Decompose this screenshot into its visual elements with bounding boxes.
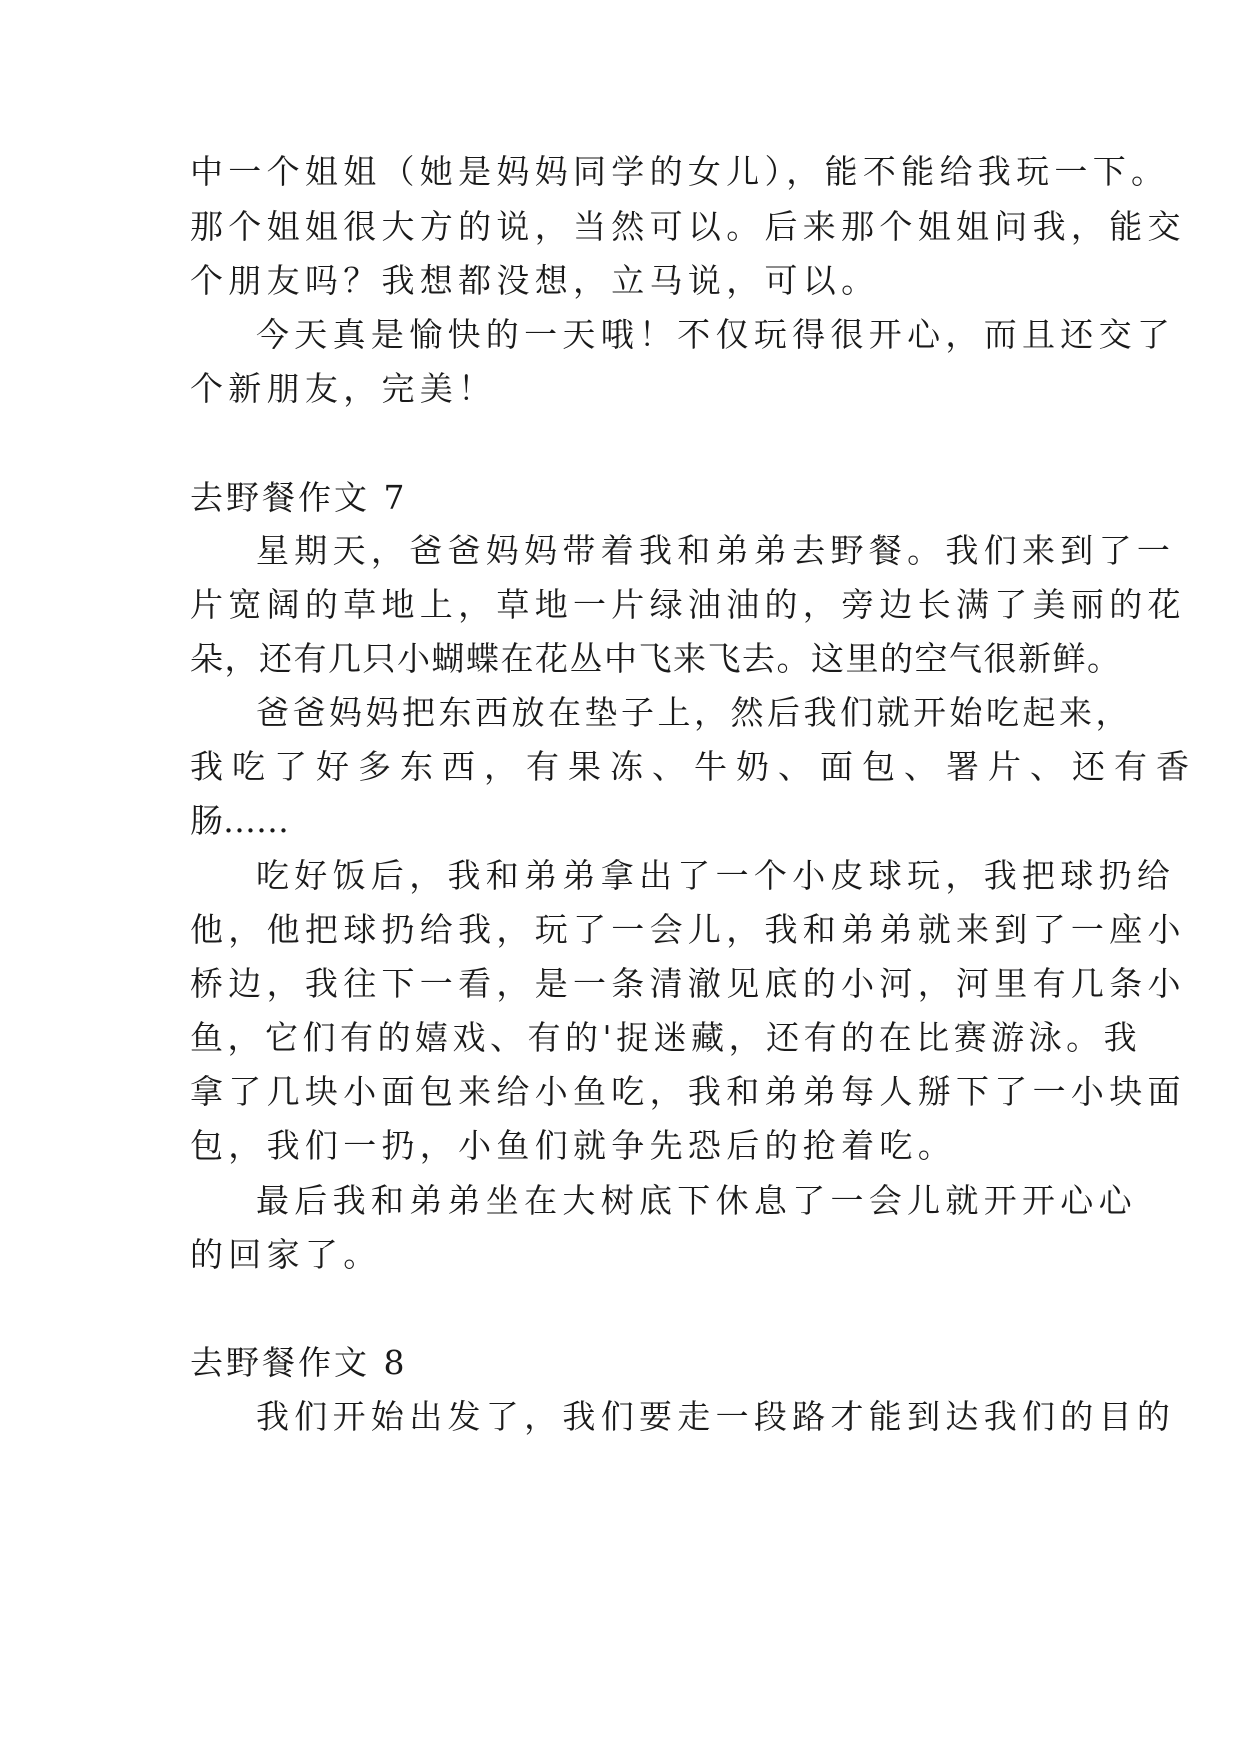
paragraph-line: 那个姐姐很大方的说，当然可以。后来那个姐姐问我，能交	[190, 207, 1186, 246]
paragraph-line: 他，他把球扔给我，玩了一会儿，我和弟弟就来到了一座小	[190, 910, 1186, 949]
paragraph-line: 鱼，它们有的嬉戏、有的'捉迷藏，还有的在比赛游泳。我	[190, 1018, 1142, 1057]
paragraph-line: 吃好饭后，我和弟弟拿出了一个小皮球玩，我把球扔给	[256, 856, 1176, 895]
paragraph-line: 星期天，爸爸妈妈带着我和弟弟去野餐。我们来到了一	[256, 531, 1176, 570]
paragraph-line: 中一个姐姐（她是妈妈同学的女儿），能不能给我玩一下。	[190, 152, 1170, 191]
paragraph-line: 拿了几块小面包来给小鱼吃，我和弟弟每人掰下了一小块面	[190, 1072, 1186, 1111]
paragraph-line: 个朋友吗？我想都没想，立马说，可以。	[190, 261, 880, 300]
paragraph-line: 朵，还有几只小蝴蝶在花丛中飞来飞去。这里的空气很新鲜。	[190, 639, 1122, 678]
paragraph-line: 个新朋友，完美！	[190, 369, 497, 408]
essay-7-title: 去野餐作文 7	[190, 478, 408, 517]
paragraph-line: 桥边，我往下一看，是一条清澈见底的小河，河里有几条小	[190, 964, 1186, 1003]
paragraph-line: 爸爸妈妈把东西放在垫子上，然后我们就开始吃起来，	[256, 693, 1132, 732]
paragraph-line: 今天真是愉快的一天哦！不仅玩得很开心，而且还交了	[256, 315, 1176, 354]
paragraph-line: 包，我们一扔，小鱼们就争先恐后的抢着吃。	[190, 1126, 956, 1165]
essay-8-title: 去野餐作文 8	[190, 1343, 408, 1382]
paragraph-line: 我吃了好多东西，有果冻、牛奶、面包、署片、还有香	[190, 747, 1198, 786]
paragraph-line: 肠……	[190, 801, 289, 840]
paragraph-line: 最后我和弟弟坐在大树底下休息了一会儿就开开心心	[256, 1181, 1137, 1220]
paragraph-line: 我们开始出发了，我们要走一段路才能到达我们的目的	[256, 1397, 1176, 1436]
paragraph-line: 片宽阔的草地上，草地一片绿油油的，旁边长满了美丽的花	[190, 585, 1186, 624]
paragraph-line: 的回家了。	[190, 1235, 382, 1274]
